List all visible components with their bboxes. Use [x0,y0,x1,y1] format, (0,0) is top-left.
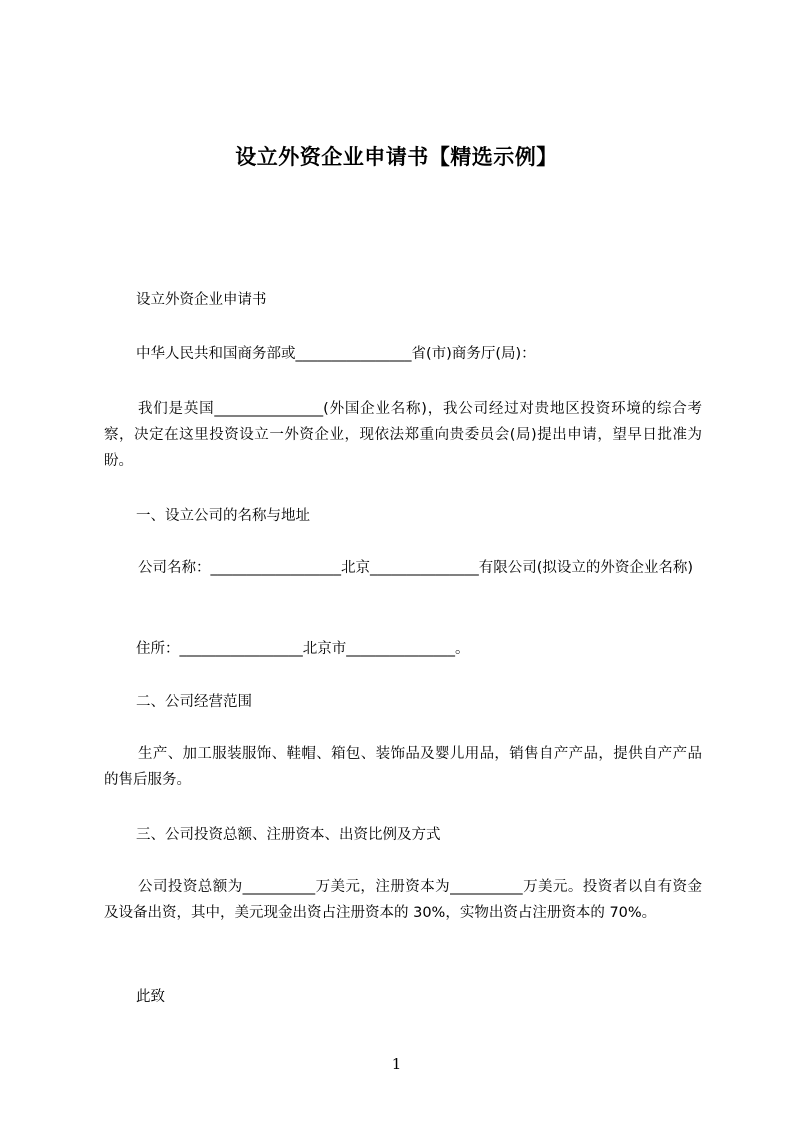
section-3-heading: 三、公司投资总额、注册资本、出资比例及方式 [136,827,441,843]
company-name-line: 公司名称：__________________北京_______________有限公司(拟设立的外资企业名称) [138,560,694,576]
address-line: 住所：_________________北京市_______________。 [136,641,470,657]
investment-paragraph: 公司投资总额为__________万美元，注册资本为__________万美元。投资者以自有资金及设备出资，其中，美元现金出资占注册资本的 30%，实物出资占注册资本的 70%。 [104,879,702,921]
closing-text: 此致 [136,989,165,1005]
section-1-heading: 一、设立公司的名称与地址 [136,508,310,524]
section-2-heading: 二、公司经营范围 [136,694,252,710]
document-title: 设立外资企业申请书【精选示例】 [235,145,558,169]
business-scope-paragraph: 生产、加工服装服饰、鞋帽、箱包、装饰品及婴儿用品，销售自产产品，提供自产产品的售后服务。 [104,746,702,788]
addressee-line: 中华人民共和国商务部或________________省(市)商务厅(局)： [136,346,536,362]
application-heading: 设立外资企业申请书 [136,292,267,308]
page-number: 1 [391,1055,402,1073]
intro-paragraph: 我们是英国_______________(外国企业名称)，我公司经过对贵地区投资环境的综合考察，决定在这里投资设立一外资企业，现依法郑重向贵委员会(局)提出申请，望早日批准为盼。 [104,401,702,469]
